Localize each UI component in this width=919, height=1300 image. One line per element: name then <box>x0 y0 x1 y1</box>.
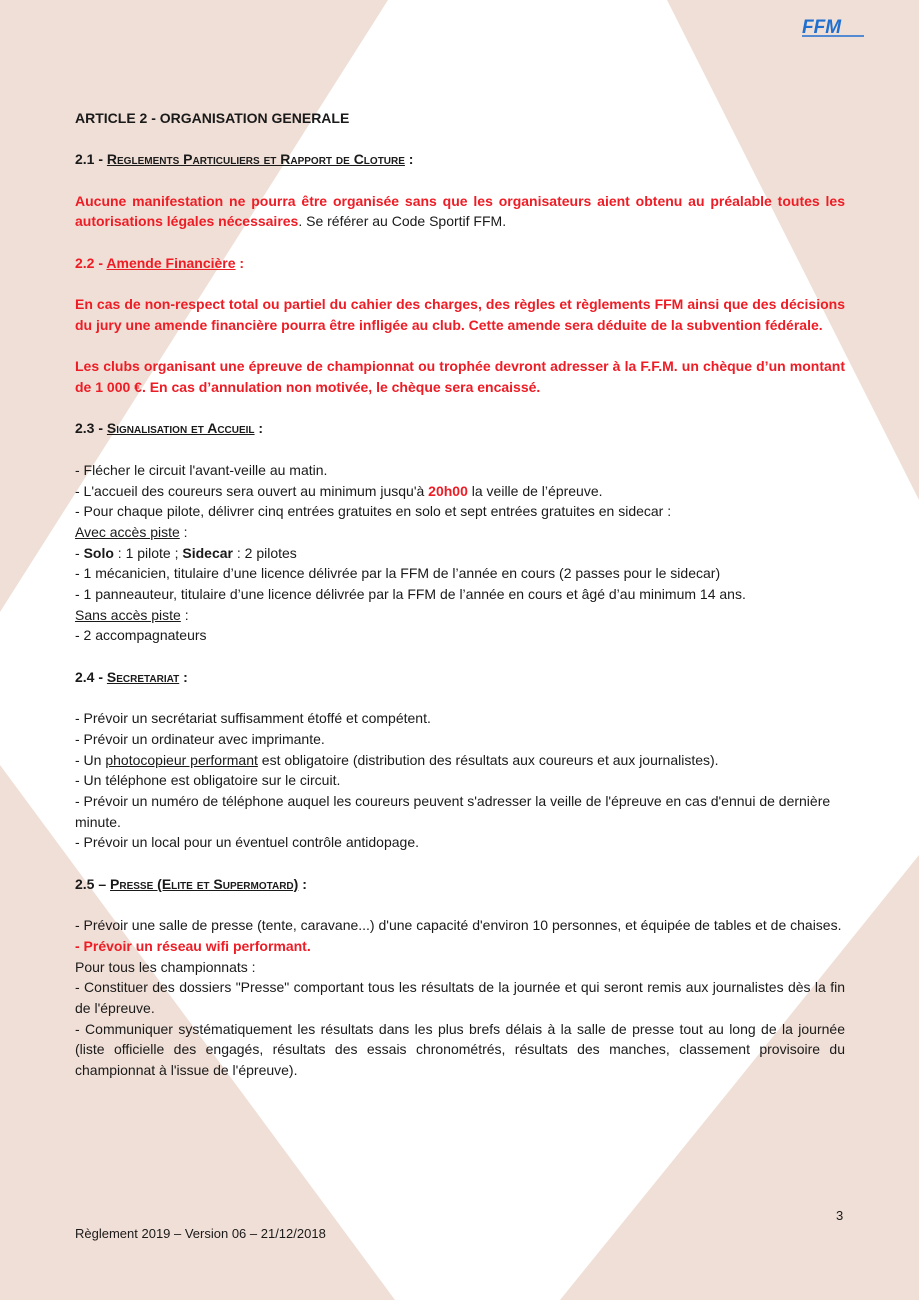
section-2-5-heading <box>75 874 845 895</box>
section-2-4-line-1: - Prévoir un secrétariat suffisamment étoffé et compétent. <box>75 710 431 727</box>
sidecar-value: : 2 pilotes <box>232 544 297 561</box>
section-2-2-number: 2.2 - <box>75 254 107 271</box>
section-2-3-line-3: - Pour chaque pilote, délivrer cinq entrées gratuites en solo et sept entrées gratuites en sidecar : <box>75 503 672 520</box>
section-2-2-title: Amende Financière <box>106 254 236 271</box>
mechanic-line: - 1 mécanicien, titulaire d’une licence délivrée par la FFM de l’année en cours (2 passes pour le sidecar) <box>75 565 721 582</box>
document-body <box>75 108 845 1081</box>
section-2-2-paragraph-1: En cas de non-respect total ou partiel du cahier des charges, des règles et règlements FFM ainsi que des décisions du jury une amende financière pourra être infligée au club. Cette amende sera déduite de la subvention fédérale. <box>75 296 845 333</box>
section-2-2-colon: : <box>235 254 245 271</box>
section-2-4-number: 2.4 - <box>75 668 107 685</box>
section-2-4-line-2: - Prévoir un ordinateur avec imprimante. <box>75 730 325 747</box>
section-2-5-title: Presse (Elite et Supermotard) <box>110 875 299 892</box>
no-track-access-colon: : <box>180 606 189 623</box>
section-2-3-number: 2.3 - <box>75 420 107 437</box>
section-2-3-colon: : <box>254 420 264 437</box>
solo-sidecar-line <box>75 543 845 564</box>
ffm-logo-text: FFM <box>802 17 842 38</box>
section-2-3-line-2-start: - L'accueil des coureurs sera ouvert au minimum jusqu'à <box>75 482 429 499</box>
section-2-5-number: 2.5 – <box>75 875 111 892</box>
section-2-4-line-6: - Prévoir un local pour un éventuel contrôle antidopage. <box>75 834 419 851</box>
solo-value: : 1 pilote ; <box>113 544 183 561</box>
section-2-5-line-1: - Prévoir une salle de presse (tente, caravane...) d'une capacité d'environ 10 personnes, et équipée de tables et de chaises. <box>75 917 842 934</box>
section-2-1-colon: : <box>404 151 414 168</box>
solo-prefix: - <box>75 544 84 561</box>
footer-text: Règlement 2019 – Version 06 – 21/12/2018 <box>75 1226 326 1241</box>
section-2-3-line-2 <box>75 481 845 502</box>
no-track-access-label-line <box>75 605 845 626</box>
section-2-3-time: 20h00 <box>428 482 468 499</box>
section-2-1-red-text: Aucune manifestation ne pourra être organisée sans que les organisateurs aient obtenu au préalable toutes les autorisations légales nécessaires <box>75 192 845 230</box>
companions-line: - 2 accompagnateurs <box>75 627 207 644</box>
section-2-5-line-4: - Constituer des dossiers "Presse" comportant tous les résultats de la journée et qui seront remis aux journalistes dès la fin de l'épreuve. <box>75 979 845 1017</box>
sidecar-label: Sidecar <box>182 544 233 561</box>
section-2-3-title: Signalisation et Accueil <box>106 420 255 437</box>
no-track-access-label: Sans accès piste <box>75 606 181 623</box>
section-2-4-line-4: - Un téléphone est obligatoire sur le circuit. <box>75 772 341 789</box>
article-title: ARTICLE 2 - ORGANISATION GENERALE <box>75 110 350 126</box>
section-2-4-line-3-start: - Un <box>75 751 106 768</box>
section-2-1-text <box>75 191 845 232</box>
section-2-2-heading <box>75 253 845 274</box>
photocopier-text: photocopieur performant <box>105 751 258 768</box>
solo-label: Solo <box>83 544 114 561</box>
track-access-label: Avec accès piste <box>75 523 180 540</box>
section-2-1-black-text: . Se référer au Code Sportif FFM. <box>298 213 507 230</box>
ffm-logo <box>800 16 866 40</box>
section-2-4-colon: : <box>179 668 188 685</box>
section-2-5-line-3: Pour tous les championnats : <box>75 958 256 975</box>
section-2-1-heading <box>75 149 845 170</box>
section-2-5-line-5: - Communiquer systématiquement les résultats dans les plus brefs délais à la salle de presse tout au long de la journée (liste officielle des engagés, résultats des essais chronométrés, résultats des manches, classement provisoire du championnat à l'issue de l'épreuve). <box>75 1020 845 1079</box>
section-2-1-title: Reglements Particuliers et Rapport de Cloture <box>106 151 405 168</box>
section-2-5-colon: : <box>298 875 307 892</box>
section-2-3-line-1: - Flécher le circuit l'avant-veille au matin. <box>75 461 328 478</box>
section-2-4-line-3 <box>75 750 845 771</box>
section-2-4-line-5: - Prévoir un numéro de téléphone auquel les coureurs peuvent s'adresser la veille de l'épreuve en cas d'ennui de dernière minute. <box>75 793 831 830</box>
section-2-2-paragraph-2: Les clubs organisant une épreuve de championnat ou trophée devront adresser à la F.F.M. un chèque d’un montant de 1 000 €. En cas d’annulation non motivée, le chèque sera encaissé. <box>75 358 845 396</box>
section-2-3-line-2-end: la veille de l’épreuve. <box>467 482 603 499</box>
section-2-4-title: Secretariat <box>106 668 180 685</box>
track-access-colon: : <box>179 523 188 540</box>
section-2-5-line-2: - Prévoir un réseau wifi performant. <box>75 937 311 954</box>
section-2-4-heading <box>75 667 845 688</box>
track-access-label-line <box>75 522 845 543</box>
section-2-3-heading <box>75 418 845 439</box>
section-2-1-number: 2.1 - <box>75 151 107 168</box>
page-number: 3 <box>836 1208 844 1223</box>
board-holder-line: - 1 panneauteur, titulaire d’une licence délivrée par la FFM de l’année en cours et âgé d’au minimum 14 ans. <box>75 586 746 603</box>
section-2-4-line-3-end: est obligatoire (distribution des résultats aux coureurs et aux journalistes). <box>257 751 719 768</box>
